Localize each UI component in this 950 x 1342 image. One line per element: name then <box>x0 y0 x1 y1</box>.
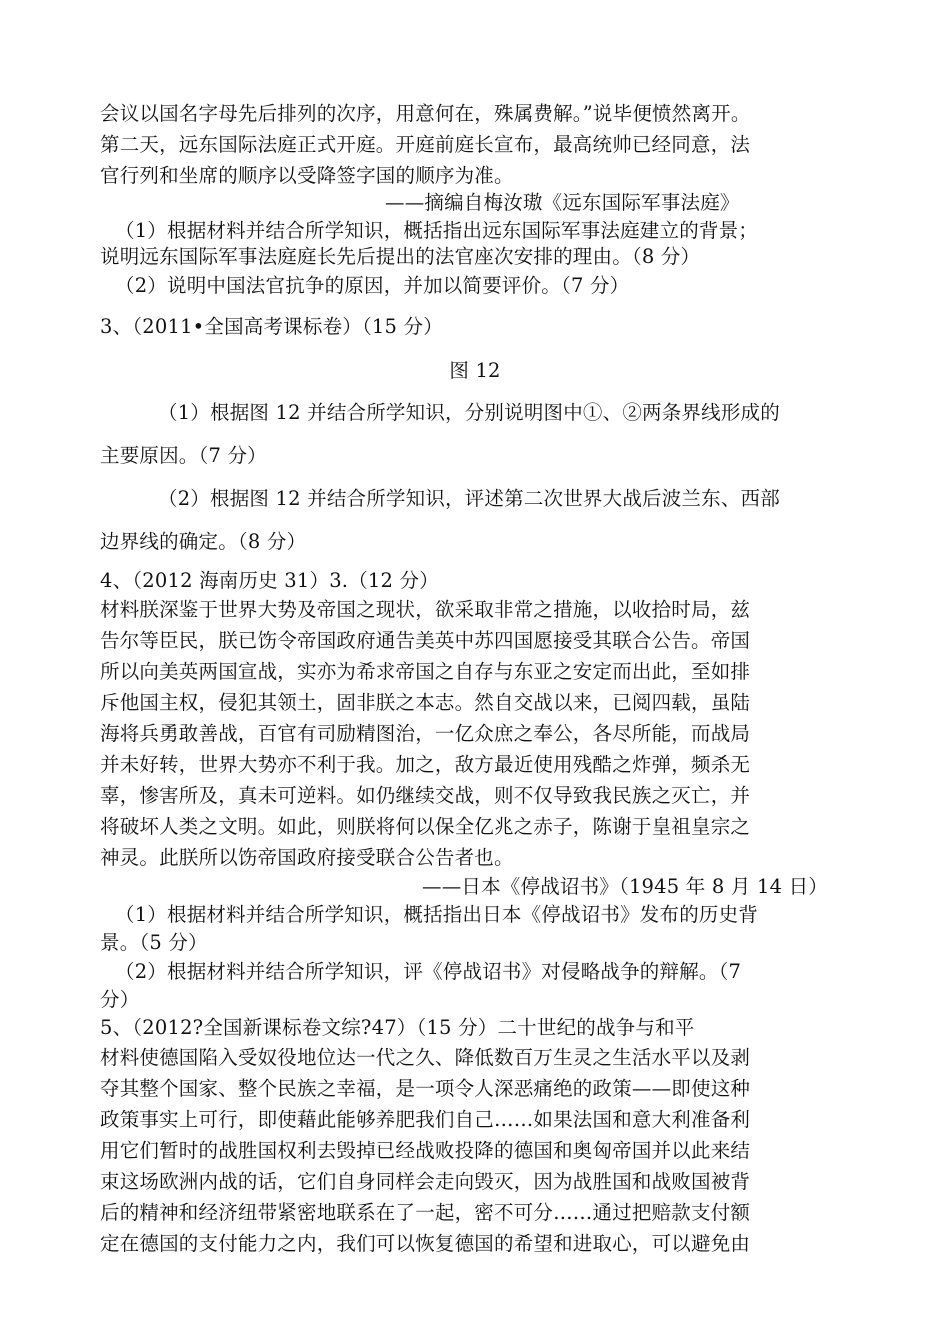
question-text: 边界线的确定。（8 分） <box>100 530 307 553</box>
material-line: 定在德国的支付能力之内，我们可以恢复德国的希望和进取心，可以避免由 <box>100 1232 751 1255</box>
question-text: （1）根据材料并结合所学知识，概括指出远东国际军事法庭建立的背景； <box>115 219 759 242</box>
question-text: 景。（5 分） <box>100 931 208 954</box>
material-line: 材料使德国陷入受奴役地位达一代之久、降低数百万生灵之生活水平以及剥 <box>100 1046 751 1069</box>
question-text: 说明远东国际军事法庭庭长先后提出的法官座次安排的理由。（8 分） <box>100 245 701 268</box>
material-line: 夺其整个国家、整个民族之幸福，是一项令人深恶痛绝的政策——即使这种 <box>100 1077 751 1100</box>
material-line: 神灵。此朕所以饬帝国政府接受联合公告者也。 <box>100 846 514 869</box>
material-line: 后的精神和经济纽带紧密地联系在了一起，密不可分……通过把赔款支付额 <box>100 1201 751 1224</box>
question-header: 4、（2012 海南历史 31）3.（12 分） <box>100 569 439 592</box>
material-line: 所以向美英两国宣战，实亦为希求帝国之自存与东亚之安定而出此，至如排 <box>100 660 751 683</box>
text-line: 第二天，远东国际法庭正式开庭。开庭前庭长宣布，最高统帅已经同意，法 <box>100 133 751 156</box>
question-text: （2）根据材料并结合所学知识，评《停战诏书》对侵略战争的辩解。（7 <box>115 960 742 983</box>
material-line: 用它们暂时的战胜国权利去毁掉已经战败投降的德国和奥匈帝国并以此来结 <box>100 1139 751 1162</box>
material-line: 海将兵勇敢善战，百官有司励精图治，一亿众庶之奉公，各尽所能，而战局 <box>100 722 751 745</box>
text-line: 官行列和坐席的顺序以受降签字国的顺序为准。 <box>100 164 514 187</box>
figure-label: 图 12 <box>449 359 501 382</box>
question-text: 分） <box>100 988 140 1011</box>
material-line: 告尔等臣民，朕已饬令帝国政府通告美英中苏四国愿接受其联合公告。帝国 <box>100 629 751 652</box>
text-line: 会议以国名字母先后排列的次序，用意何在，殊属费解。”说毕便愤然离开。 <box>100 102 751 125</box>
material-line: 材料朕深鉴于世界大势及帝国之现状，欲采取非常之措施，以收拾时局，兹 <box>100 598 751 621</box>
source-citation: ——日本《停战诏书》（1945 年 8 月 14 日） <box>422 875 828 898</box>
source-citation: ——摘编自梅汝璈《远东国际军事法庭》 <box>385 191 740 214</box>
question-text: （2）说明中国法官抗争的原因，并加以简要评价。（7 分） <box>115 274 630 297</box>
material-line: 辜，惨害所及，真未可逆料。如仍继续交战，则不仅导致我民族之灭亡，并 <box>100 784 751 807</box>
question-text: （1）根据材料并结合所学知识，概括指出日本《停战诏书》发布的历史背 <box>115 903 759 926</box>
material-line: 并未好转，世界大势亦不利于我。加之，敌方最近使用残酷之炸弹，频杀无 <box>100 753 751 776</box>
question-text: 主要原因。（7 分） <box>100 444 267 467</box>
question-header: 5、（2012?全国新课标卷文综?47）（15 分）二十世纪的战争与和平 <box>100 1016 695 1039</box>
material-line: 政策事实上可行，即使藉此能够养肥我们自己……如果法国和意大利准备利 <box>100 1108 751 1131</box>
question-header: 3、（2011•全国高考课标卷）（15 分） <box>100 315 443 338</box>
question-text: （2）根据图 12 并结合所学知识，评述第二次世界大战后波兰东、西部 <box>158 487 780 510</box>
question-text: （1）根据图 12 并结合所学知识，分别说明图中①、②两条界线形成的 <box>158 401 780 424</box>
material-line: 斥他国主权，侵犯其领土，固非朕之本志。然自交战以来，已阅四载，虽陆 <box>100 691 751 714</box>
material-line: 束这场欧洲内战的话，它们自身同样会走向毁灭，因为战胜国和战败国被背 <box>100 1170 751 1193</box>
material-line: 将破坏人类之文明。如此，则朕将何以保全亿兆之赤子，陈谢于皇祖皇宗之 <box>100 815 751 838</box>
